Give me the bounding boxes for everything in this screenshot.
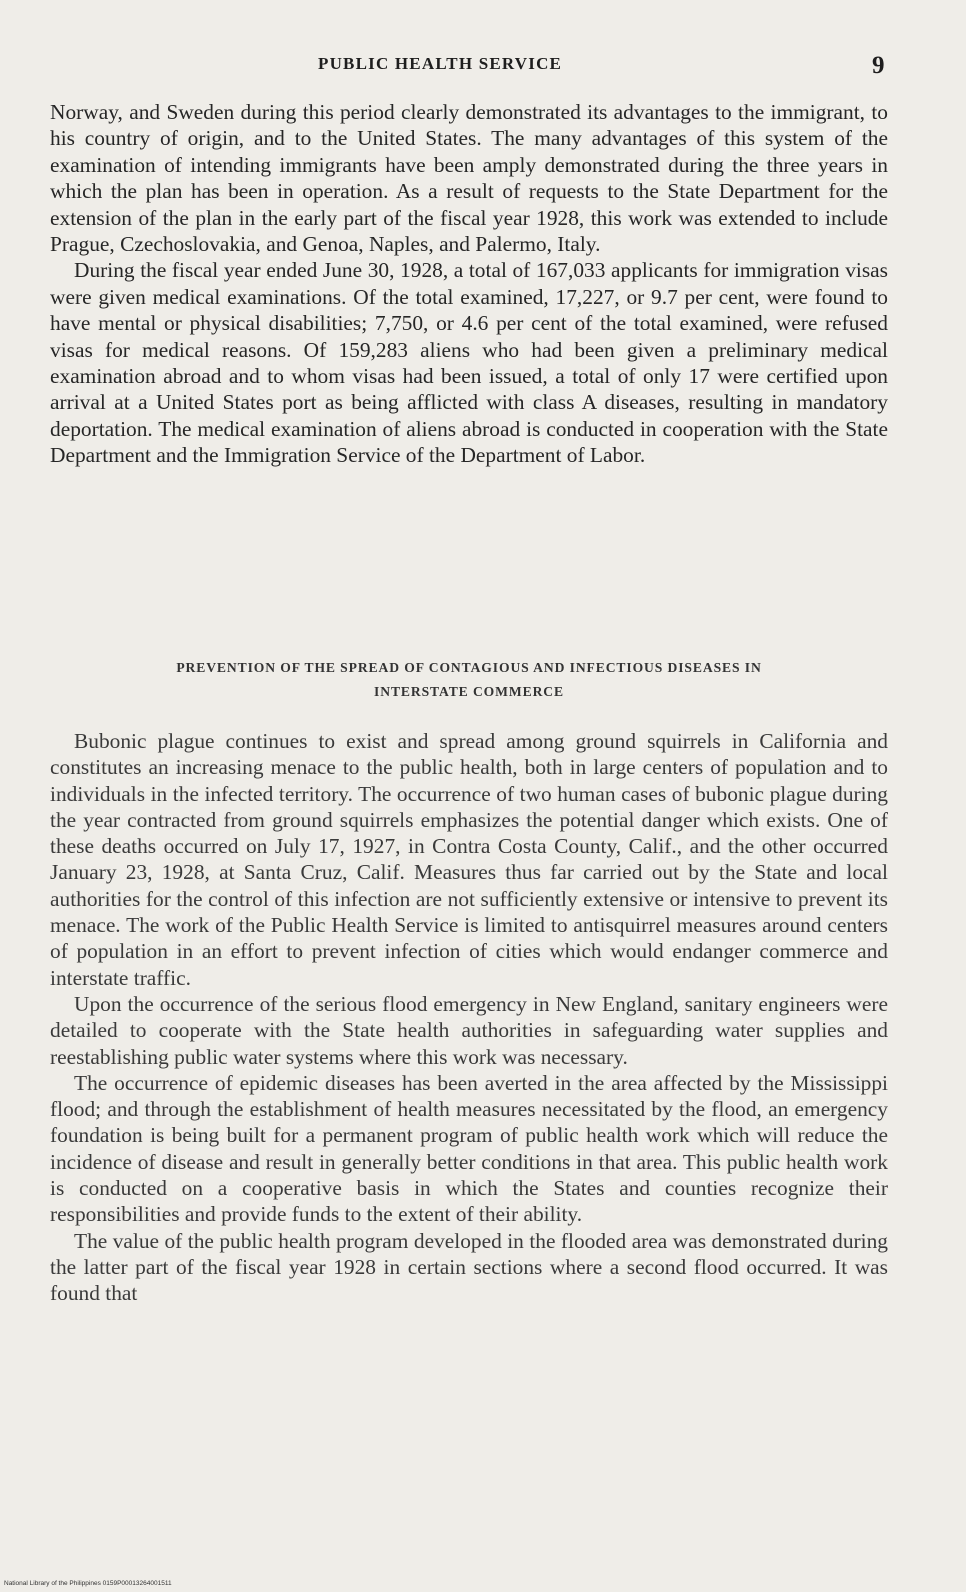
- body-text-section: [50, 728, 888, 1307]
- running-title: PUBLIC HEALTH SERVICE: [318, 54, 563, 73]
- paragraph-mississippi-flood: The occurrence of epidemic diseases has been averted in the area affected by the Mississippi flood; and through the establishment of health measures necessitated by the flood, an emergency foundation is being built for a permanent program of public health work which will reduce the incidence of disease and result in generally better conditions in that area. This public health work is conducted on a cooperative basis in which the States and counties recognize their responsibilities and provide funds to the extent of their ability.: [50, 1070, 888, 1227]
- paragraph-bubonic-plague: Bubonic plague continues to exist and spread among ground squirrels in California and constitutes an increasing menace to the public health, both in large centers of population and to individuals in the infected territory. The occurrence of two human cases of bubonic plague during the year contracted from ground squirrels emphasizes the potential danger which exists. One of these deaths occurred on July 17, 1927, in Contra Costa County, Calif., and the other occurred January 23, 1928, at Santa Cruz, Calif. Measures thus far carried out by the State and local authorities for the control of this infection are not sufficiently extensive or intensive to prevent its menace. The work of the Public Health Service is limited to antisquirrel measures around centers of population in an effort to prevent infection of cities which would endanger commerce and interstate traffic.: [50, 729, 888, 990]
- section-heading-line2: INTERSTATE COMMERCE: [374, 684, 564, 699]
- paragraph-continuation: Norway, and Sweden during this period clearly demonstrated its advantages to the immigrant, to his country of origin, and to the United States. The many advantages of this system of the examination of intending immigrants have been amply demonstrated during the three years in which the plan has been in operation. As a result of requests to the State Department for the extension of the plan in the early part of the fiscal year 1928, this work was extended to include Prague, Czechoslovakia, and Genoa, Naples, and Palermo, Italy.: [50, 100, 888, 257]
- page-number: 9: [872, 52, 885, 79]
- paragraph-visa-examinations: During the fiscal year ended June 30, 1928, a total of 167,033 applicants for immigration visas were given medical examinations. Of the total examined, 17,227, or 9.7 per cent, were found to have mental or physical disabilities; 7,750, or 4.6 per cent of the total examined, were refused visas for medical reasons. Of 159,283 aliens who had been given a preliminary medical examination abroad and to whom visas had been issued, a total of only 17 were certified upon arrival at a United States port as being afflicted with class A diseases, resulting in mandatory deportation. The medical examination of aliens abroad is conducted in cooperation with the State Department and the Immigration Service of the Department of Labor.: [50, 258, 888, 468]
- section-heading-line1: PREVENTION OF THE SPREAD OF CONTAGIOUS AND INFECTIOUS DISEASES IN: [176, 660, 762, 675]
- paragraph-new-england-flood: Upon the occurrence of the serious flood emergency in New England, sanitary engineers were detailed to cooperate with the State health authorities in safeguarding water supplies and reestablishing public water systems where this work was necessary.: [50, 991, 888, 1069]
- running-head: [0, 52, 966, 84]
- scan-footer-note: National Library of the Philippines 0159P00013264001511: [4, 1580, 172, 1587]
- paragraph-program-value: The value of the public health program developed in the flooded area was demonstrated during the latter part of the fiscal year 1928 in certain sections where a second flood occurred. It was found that: [50, 1228, 888, 1306]
- body-text-top: [50, 99, 888, 469]
- section-heading: [50, 656, 888, 704]
